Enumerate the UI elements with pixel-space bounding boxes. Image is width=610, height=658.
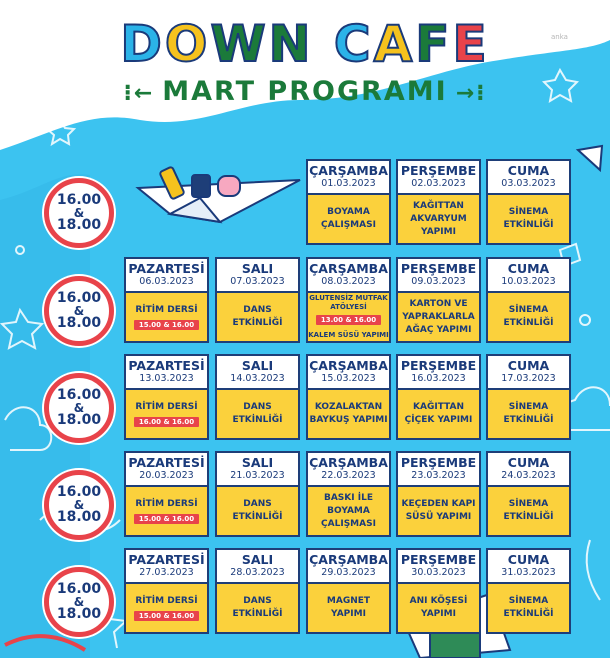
day-header: [398, 453, 479, 487]
day-date: 10.03.2023: [501, 276, 556, 287]
day-date: 21.03.2023: [230, 470, 285, 481]
page-title: [0, 14, 610, 74]
activity-body: [308, 390, 389, 438]
day-date: 29.03.2023: [321, 567, 376, 578]
activity-name-secondary: KALEM SÜSÜ YAPIMI: [308, 331, 389, 339]
day-date: 13.03.2023: [139, 373, 194, 384]
time-end: 18.00: [56, 412, 102, 428]
day-date: 02.03.2023: [411, 178, 466, 189]
day-cell: [215, 354, 300, 440]
activity-name: ANI KÖŞESİ YAPIMI: [409, 596, 468, 619]
day-cell: [396, 548, 481, 634]
activity-name: GLUTENSİZ MUTFAK ATÖLYESİ: [309, 294, 388, 311]
day-name: PAZARTESİ: [128, 358, 205, 373]
activity-name: SİNEMA ETKİNLİĞİ: [503, 499, 554, 522]
day-date: 16.03.2023: [411, 373, 466, 384]
day-header: [217, 356, 298, 390]
day-date: 14.03.2023: [230, 373, 285, 384]
day-name: CUMA: [507, 455, 550, 470]
activity-body: [488, 293, 569, 341]
day-name: SALI: [241, 552, 274, 567]
day-header: [488, 550, 569, 584]
day-name: PAZARTESİ: [128, 552, 205, 567]
day-header: [126, 550, 207, 584]
title-letter: C: [333, 15, 374, 73]
activity-name: DANS ETKİNLİĞİ: [232, 596, 283, 619]
day-name: ÇARŞAMBA: [309, 552, 388, 567]
day-header: [217, 550, 298, 584]
day-header: [217, 259, 298, 293]
activity-name: MAGNET YAPIMI: [326, 596, 371, 619]
day-name: PAZARTESİ: [128, 261, 205, 276]
day-date: 30.03.2023: [411, 567, 466, 578]
day-date: 06.03.2023: [139, 276, 194, 287]
activity-name: DANS ETKİNLİĞİ: [232, 402, 283, 425]
day-cell: [486, 548, 571, 634]
day-name: SALI: [241, 261, 274, 276]
day-header: [308, 161, 389, 195]
time-badge: [44, 470, 114, 540]
activity-body: [398, 584, 479, 632]
time-badge: [44, 178, 114, 248]
watermark: anka: [551, 33, 568, 41]
activity-time-badge: 15.00 & 16.00: [134, 320, 199, 330]
day-name: PERŞEMBE: [400, 163, 477, 178]
time-end: 18.00: [56, 509, 102, 525]
activity-body: [217, 293, 298, 341]
activity-body: [308, 487, 389, 535]
day-name: PAZARTESİ: [128, 455, 205, 470]
day-cell: [306, 257, 391, 343]
day-name: PERŞEMBE: [400, 261, 477, 276]
activity-body: [126, 584, 207, 632]
day-header: [126, 356, 207, 390]
time-badge: [44, 373, 114, 443]
day-cell: [486, 257, 571, 343]
day-name: PERŞEMBE: [400, 455, 477, 470]
activity-body: [126, 487, 207, 535]
title-letter: F: [415, 15, 453, 73]
activity-name: DANS ETKİNLİĞİ: [232, 305, 283, 328]
activity-name: KAĞITTAN ÇİÇEK YAPIMI: [404, 402, 473, 425]
day-cell: [215, 548, 300, 634]
day-header: [398, 356, 479, 390]
activity-body: [398, 195, 479, 243]
time-badge: [44, 567, 114, 637]
title-letter: [313, 15, 333, 73]
day-cell: [306, 548, 391, 634]
day-date: 01.03.2023: [321, 178, 376, 189]
day-header: [217, 453, 298, 487]
activity-name: KEÇEDEN KAPI SÜSÜ YAPIMI: [401, 499, 476, 522]
day-name: ÇARŞAMBA: [309, 163, 388, 178]
day-date: 22.03.2023: [321, 470, 376, 481]
day-date: 09.03.2023: [411, 276, 466, 287]
time-badge: [44, 276, 114, 346]
day-header: [398, 550, 479, 584]
activity-name: SİNEMA ETKİNLİĞİ: [503, 402, 554, 425]
day-date: 07.03.2023: [230, 276, 285, 287]
day-header: [488, 356, 569, 390]
time-separator: &: [73, 498, 85, 512]
activity-name: SİNEMA ETKİNLİĞİ: [503, 305, 554, 328]
time-start: 16.00: [56, 581, 102, 597]
day-name: SALI: [241, 455, 274, 470]
activity-name: RİTİM DERSİ: [135, 499, 198, 509]
day-header: [308, 453, 389, 487]
activity-body: [308, 293, 389, 341]
day-date: 31.03.2023: [501, 567, 556, 578]
time-end: 18.00: [56, 606, 102, 622]
activity-body: [217, 584, 298, 632]
day-date: 23.03.2023: [411, 470, 466, 481]
day-date: 24.03.2023: [501, 470, 556, 481]
time-start: 16.00: [56, 192, 102, 208]
day-cell: [124, 257, 209, 343]
time-start: 16.00: [56, 484, 102, 500]
day-header: [308, 550, 389, 584]
day-cell: [486, 354, 571, 440]
activity-name: RİTİM DERSİ: [135, 402, 198, 412]
time-start: 16.00: [56, 387, 102, 403]
time-end: 18.00: [56, 217, 102, 233]
activity-name: KARTON VE YAPRAKLARLA AĞAÇ YAPIMI: [402, 298, 475, 335]
activity-body: [398, 487, 479, 535]
time-end: 18.00: [56, 315, 102, 331]
day-header: [398, 161, 479, 195]
title-letter: E: [452, 15, 490, 73]
day-name: CUMA: [507, 552, 550, 567]
activity-body: [126, 293, 207, 341]
day-date: 08.03.2023: [321, 276, 376, 287]
title-letter: D: [120, 15, 165, 73]
activity-time-badge: 15.00 & 16.00: [134, 514, 199, 524]
day-name: CUMA: [507, 261, 550, 276]
activity-time-badge: 16.00 & 16.00: [134, 417, 199, 427]
activity-body: [398, 390, 479, 438]
day-header: [488, 453, 569, 487]
title-letter: W: [210, 15, 269, 73]
day-cell: [396, 451, 481, 537]
time-separator: &: [73, 401, 85, 415]
activity-time-badge: 13.00 & 16.00: [316, 315, 381, 325]
activity-body: [126, 390, 207, 438]
activity-name: RİTİM DERSİ: [135, 305, 198, 315]
activity-name: SİNEMA ETKİNLİĞİ: [503, 207, 554, 230]
activity-name: BASKI İLE BOYAMA ÇALIŞMASI: [321, 492, 376, 529]
activity-name: RİTİM DERSİ: [135, 596, 198, 606]
activity-name: KAĞITTAN AKVARYUM YAPIMI: [410, 200, 467, 237]
activity-name: KOZALAKTAN BAYKUŞ YAPIMI: [309, 402, 388, 425]
day-date: 20.03.2023: [139, 470, 194, 481]
day-header: [488, 259, 569, 293]
day-cell: [306, 354, 391, 440]
title-letter: N: [268, 15, 314, 73]
day-cell: [306, 159, 391, 245]
day-header: [308, 356, 389, 390]
day-date: 27.03.2023: [139, 567, 194, 578]
activity-body: [488, 195, 569, 243]
day-cell: [215, 257, 300, 343]
day-cell: [124, 354, 209, 440]
day-name: ÇARŞAMBA: [309, 455, 388, 470]
title-letter: O: [164, 15, 211, 73]
subtitle-text: MART PROGRAMI: [162, 76, 448, 107]
activity-name: SİNEMA ETKİNLİĞİ: [503, 596, 554, 619]
day-name: SALI: [241, 358, 274, 373]
day-name: CUMA: [507, 358, 550, 373]
activity-body: [308, 584, 389, 632]
day-date: 15.03.2023: [321, 373, 376, 384]
day-date: 28.03.2023: [230, 567, 285, 578]
title-letter: A: [373, 15, 416, 73]
time-separator: &: [73, 206, 85, 220]
subtitle-decoration-left: ⁝←: [123, 81, 155, 106]
day-cell: [486, 159, 571, 245]
day-header: [126, 259, 207, 293]
day-cell: [306, 451, 391, 537]
subtitle-decoration-right: →⁝: [455, 81, 487, 106]
day-cell: [396, 257, 481, 343]
activity-body: [488, 487, 569, 535]
day-cell: [486, 451, 571, 537]
activity-body: [398, 293, 479, 341]
day-header: [126, 453, 207, 487]
time-separator: &: [73, 304, 85, 318]
activity-body: [217, 390, 298, 438]
day-cell: [396, 354, 481, 440]
day-cell: [124, 451, 209, 537]
day-name: PERŞEMBE: [400, 552, 477, 567]
activity-name: BOYAMA ÇALIŞMASI: [321, 207, 376, 230]
day-header: [308, 259, 389, 293]
day-name: ÇARŞAMBA: [309, 358, 388, 373]
activity-body: [488, 390, 569, 438]
activity-time-badge: 15.00 & 16.00: [134, 611, 199, 621]
activity-name: DANS ETKİNLİĞİ: [232, 499, 283, 522]
day-date: 03.03.2023: [501, 178, 556, 189]
day-name: CUMA: [507, 163, 550, 178]
day-name: PERŞEMBE: [400, 358, 477, 373]
time-separator: &: [73, 595, 85, 609]
day-header: [488, 161, 569, 195]
day-header: [398, 259, 479, 293]
day-cell: [215, 451, 300, 537]
time-start: 16.00: [56, 290, 102, 306]
page-subtitle: [0, 74, 610, 112]
day-cell: [396, 159, 481, 245]
activity-body: [488, 584, 569, 632]
day-name: ÇARŞAMBA: [309, 261, 388, 276]
day-date: 17.03.2023: [501, 373, 556, 384]
activity-body: [308, 195, 389, 243]
activity-body: [217, 487, 298, 535]
day-cell: [124, 548, 209, 634]
